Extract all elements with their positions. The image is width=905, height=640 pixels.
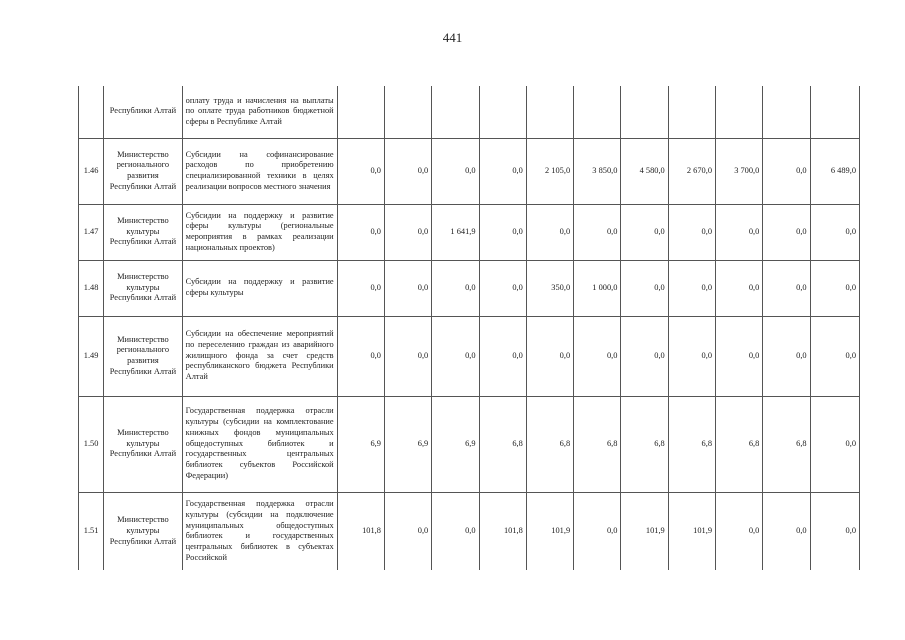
value-cell (763, 86, 810, 138)
value-cell: 2 105,0 (526, 138, 573, 204)
table-row (79, 260, 860, 316)
value-cell: 4 580,0 (621, 138, 668, 204)
value-cell: 6,8 (668, 396, 715, 492)
value-cell: 0,0 (574, 492, 621, 570)
value-cell: 0,0 (668, 260, 715, 316)
table-row (79, 138, 860, 204)
description-cell: Субсидии на обеспечение мероприятий по переселению граждан из аварийного жилищного фонда за счет средств республиканского бюджета Республики Алтай (182, 316, 337, 396)
value-cell: 0,0 (479, 260, 526, 316)
value-cell: 0,0 (574, 204, 621, 260)
value-cell (574, 86, 621, 138)
value-cell: 350,0 (526, 260, 573, 316)
value-cell: 0,0 (810, 316, 859, 396)
value-cell (479, 86, 526, 138)
value-cell: 1 641,9 (432, 204, 479, 260)
row-number-cell: 1.47 (79, 204, 104, 260)
organization-cell: Министерство культуры Республики Алтай (104, 492, 183, 570)
value-cell: 0,0 (337, 316, 384, 396)
value-cell: 101,9 (668, 492, 715, 570)
organization-cell: Министерство регионального развития Республики Алтай (104, 138, 183, 204)
value-cell (810, 86, 859, 138)
value-cell: 0,0 (337, 260, 384, 316)
value-cell: 6,9 (384, 396, 431, 492)
value-cell: 101,9 (621, 492, 668, 570)
value-cell: 101,8 (479, 492, 526, 570)
value-cell: 0,0 (763, 492, 810, 570)
page-number: 441 (442, 30, 463, 45)
value-cell: 6,8 (763, 396, 810, 492)
table-row (79, 492, 860, 570)
value-cell: 0,0 (384, 492, 431, 570)
value-cell: 6,8 (574, 396, 621, 492)
organization-cell: Республики Алтай (104, 86, 183, 138)
value-cell: 0,0 (526, 204, 573, 260)
value-cell: 0,0 (432, 260, 479, 316)
value-cell: 0,0 (574, 316, 621, 396)
value-cell (668, 86, 715, 138)
organization-cell: Министерство регионального развития Республики Алтай (104, 316, 183, 396)
value-cell: 0,0 (668, 204, 715, 260)
value-cell: 3 700,0 (716, 138, 763, 204)
value-cell (526, 86, 573, 138)
value-cell: 0,0 (716, 204, 763, 260)
table-body (79, 86, 860, 570)
value-cell: 2 670,0 (668, 138, 715, 204)
description-cell: Государственная поддержка отрасли культуры (субсидии на комплектование книжных фондов муниципальных общедоступных библиотек и государственных центральных библиотек субъектов Российской Федерации) (182, 396, 337, 492)
value-cell: 0,0 (432, 316, 479, 396)
value-cell: 0,0 (621, 316, 668, 396)
value-cell: 6 489,0 (810, 138, 859, 204)
description-cell: Субсидии на софинансирование расходов по приобретению специализированной техники в целях реализации вопросов местного значения (182, 138, 337, 204)
value-cell: 0,0 (763, 138, 810, 204)
value-cell (337, 86, 384, 138)
description-cell: Государственная поддержка отрасли культуры (субсидии на подключение муниципальных общедоступных библиотек и государственных центральных библиотек в субъектах Российской (182, 492, 337, 570)
value-cell: 0,0 (621, 204, 668, 260)
value-cell: 0,0 (384, 316, 431, 396)
value-cell: 6,9 (432, 396, 479, 492)
value-cell (716, 86, 763, 138)
table-row (79, 316, 860, 396)
value-cell: 0,0 (384, 204, 431, 260)
value-cell: 0,0 (763, 204, 810, 260)
description-cell: оплату труда и начисления на выплаты по оплате труда работников бюджетной сферы в Республике Алтай (182, 86, 337, 138)
row-number-cell: 1.48 (79, 260, 104, 316)
value-cell: 0,0 (384, 260, 431, 316)
value-cell: 6,9 (337, 396, 384, 492)
value-cell: 0,0 (668, 316, 715, 396)
row-number-cell (79, 86, 104, 138)
organization-cell: Министерство культуры Республики Алтай (104, 396, 183, 492)
value-cell: 0,0 (432, 138, 479, 204)
description-cell: Субсидии на поддержку и развитие сферы культуры (182, 260, 337, 316)
value-cell: 6,8 (479, 396, 526, 492)
value-cell: 0,0 (526, 316, 573, 396)
table-row (79, 204, 860, 260)
value-cell: 3 850,0 (574, 138, 621, 204)
organization-cell: Министерство культуры Республики Алтай (104, 260, 183, 316)
table-row (79, 396, 860, 492)
value-cell (384, 86, 431, 138)
value-cell: 0,0 (384, 138, 431, 204)
value-cell: 0,0 (621, 260, 668, 316)
row-number-cell: 1.46 (79, 138, 104, 204)
value-cell: 0,0 (763, 260, 810, 316)
value-cell: 6,8 (621, 396, 668, 492)
table-row (79, 86, 860, 138)
value-cell: 0,0 (479, 204, 526, 260)
budget-table (78, 86, 860, 570)
value-cell: 0,0 (716, 492, 763, 570)
value-cell: 0,0 (479, 316, 526, 396)
value-cell: 101,9 (526, 492, 573, 570)
row-number-cell: 1.49 (79, 316, 104, 396)
organization-cell: Министерство культуры Республики Алтай (104, 204, 183, 260)
value-cell: 0,0 (479, 138, 526, 204)
row-number-cell: 1.51 (79, 492, 104, 570)
value-cell: 0,0 (810, 396, 859, 492)
value-cell: 0,0 (432, 492, 479, 570)
value-cell: 0,0 (810, 260, 859, 316)
value-cell: 0,0 (337, 204, 384, 260)
value-cell: 0,0 (337, 138, 384, 204)
value-cell: 0,0 (810, 492, 859, 570)
value-cell (432, 86, 479, 138)
description-cell: Субсидии на поддержку и развитие сферы культуры (региональные мероприятия в рамках реализации национальных проектов) (182, 204, 337, 260)
value-cell: 6,8 (526, 396, 573, 492)
value-cell: 0,0 (810, 204, 859, 260)
value-cell: 0,0 (716, 316, 763, 396)
value-cell: 0,0 (763, 316, 810, 396)
row-number-cell: 1.50 (79, 396, 104, 492)
value-cell: 1 000,0 (574, 260, 621, 316)
value-cell (621, 86, 668, 138)
value-cell: 101,8 (337, 492, 384, 570)
value-cell: 6,8 (716, 396, 763, 492)
value-cell: 0,0 (716, 260, 763, 316)
